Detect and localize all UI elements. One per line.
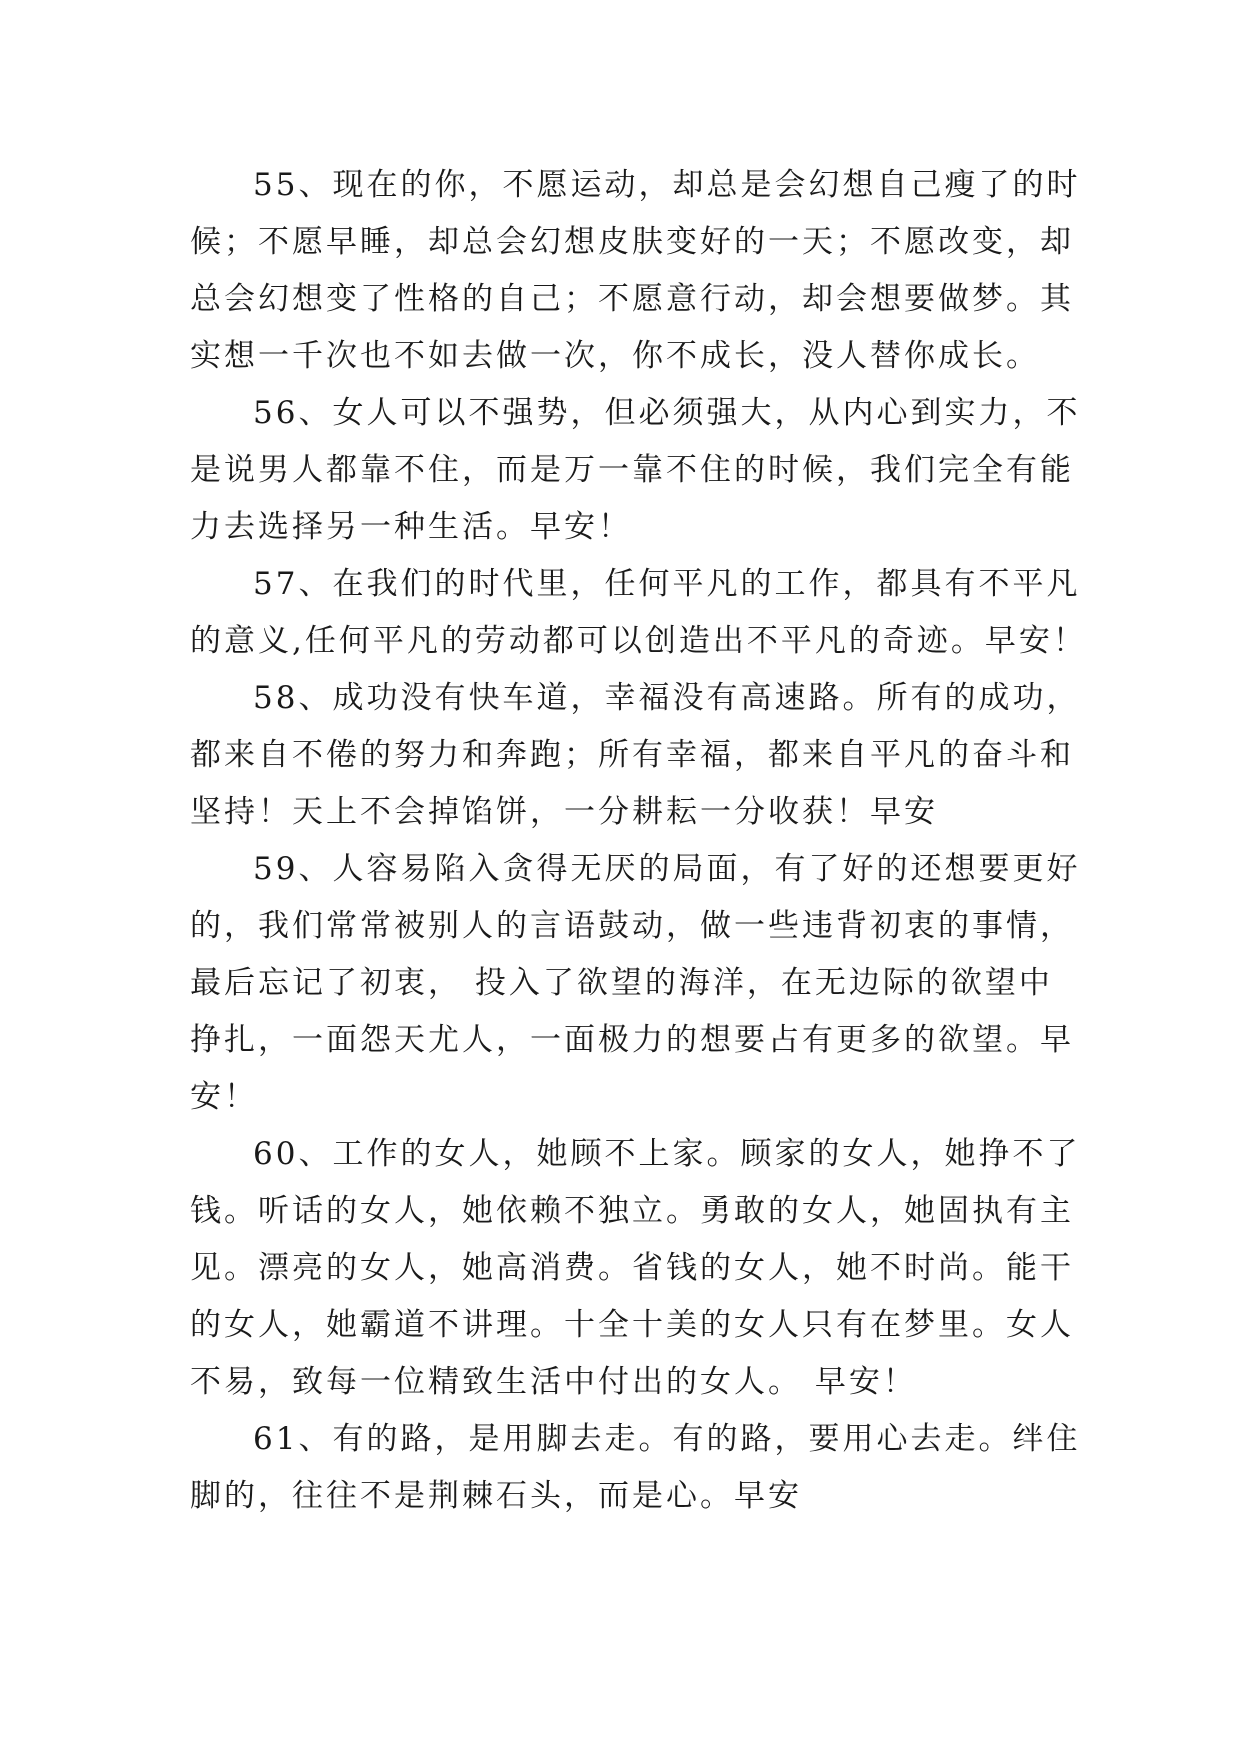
paragraph-line: 55、现在的你，不愿运动，却总是会幻想自己瘦了的时 <box>253 167 1081 203</box>
paragraph-line: 都来自不倦的努力和奔跑；所有幸福，都来自平凡的奋斗和 <box>190 737 1074 773</box>
paragraph-line: 坚持！天上不会掉馅饼，一分耕耘一分收获！早安 <box>190 794 938 830</box>
paragraph-line: 的意义,任何平凡的劳动都可以创造出不平凡的奇迹。早安！ <box>190 623 1087 659</box>
paragraph-line: 力去选择另一种生活。早安！ <box>190 509 632 545</box>
paragraph-line: 总会幻想变了性格的自己；不愿意行动，却会想要做梦。其 <box>190 281 1074 317</box>
paragraph-line: 不易，致每一位精致生活中付出的女人。 早安！ <box>190 1364 917 1400</box>
paragraph-line: 56、女人可以不强势，但必须强大，从内心到实力，不 <box>253 395 1081 431</box>
paragraph-61 <box>190 1411 1081 1525</box>
paragraph-line: 59、人容易陷入贪得无厌的局面，有了好的还想要更好 <box>253 851 1081 887</box>
paragraph-line: 见。漂亮的女人，她高消费。省钱的女人，她不时尚。能干 <box>190 1250 1074 1286</box>
paragraph-line: 实想一千次也不如去做一次，你不成长，没人替你成长。 <box>190 338 1040 374</box>
paragraph-56 <box>190 385 1081 556</box>
paragraph-line: 的女人，她霸道不讲理。十全十美的女人只有在梦里。女人 <box>190 1307 1074 1343</box>
paragraph-line: 最后忘记了初衷， 投入了欲望的海洋，在无边际的欲望中 <box>190 965 1053 1001</box>
paragraph-line: 是说男人都靠不住，而是万一靠不住的时候，我们完全有能 <box>190 452 1074 488</box>
paragraph-line: 候；不愿早睡，却总会幻想皮肤变好的一天；不愿改变，却 <box>190 224 1074 260</box>
paragraph-line: 脚的，往往不是荆棘石头，而是心。早安 <box>190 1478 802 1514</box>
paragraph-line: 58、成功没有快车道，幸福没有高速路。所有的成功， <box>253 680 1081 716</box>
paragraph-line: 挣扎，一面怨天尤人，一面极力的想要占有更多的欲望。早 <box>190 1022 1074 1058</box>
paragraph-57 <box>190 556 1087 670</box>
paragraph-line: 57、在我们的时代里，任何平凡的工作，都具有不平凡 <box>253 566 1081 602</box>
paragraph-55 <box>190 157 1081 385</box>
paragraph-58 <box>190 670 1081 841</box>
paragraph-line: 60、工作的女人，她顾不上家。顾家的女人，她挣不了 <box>253 1136 1081 1172</box>
paragraph-line: 安！ <box>190 1079 258 1115</box>
paragraph-59 <box>190 841 1081 1126</box>
paragraph-60 <box>190 1126 1081 1411</box>
paragraph-line: 钱。听话的女人，她依赖不独立。勇敢的女人，她固执有主 <box>190 1193 1074 1229</box>
paragraph-line: 的，我们常常被别人的言语鼓动，做一些违背初衷的事情， <box>190 908 1074 944</box>
paragraph-line: 61、有的路，是用脚去走。有的路，要用心去走。绊住 <box>253 1421 1081 1457</box>
